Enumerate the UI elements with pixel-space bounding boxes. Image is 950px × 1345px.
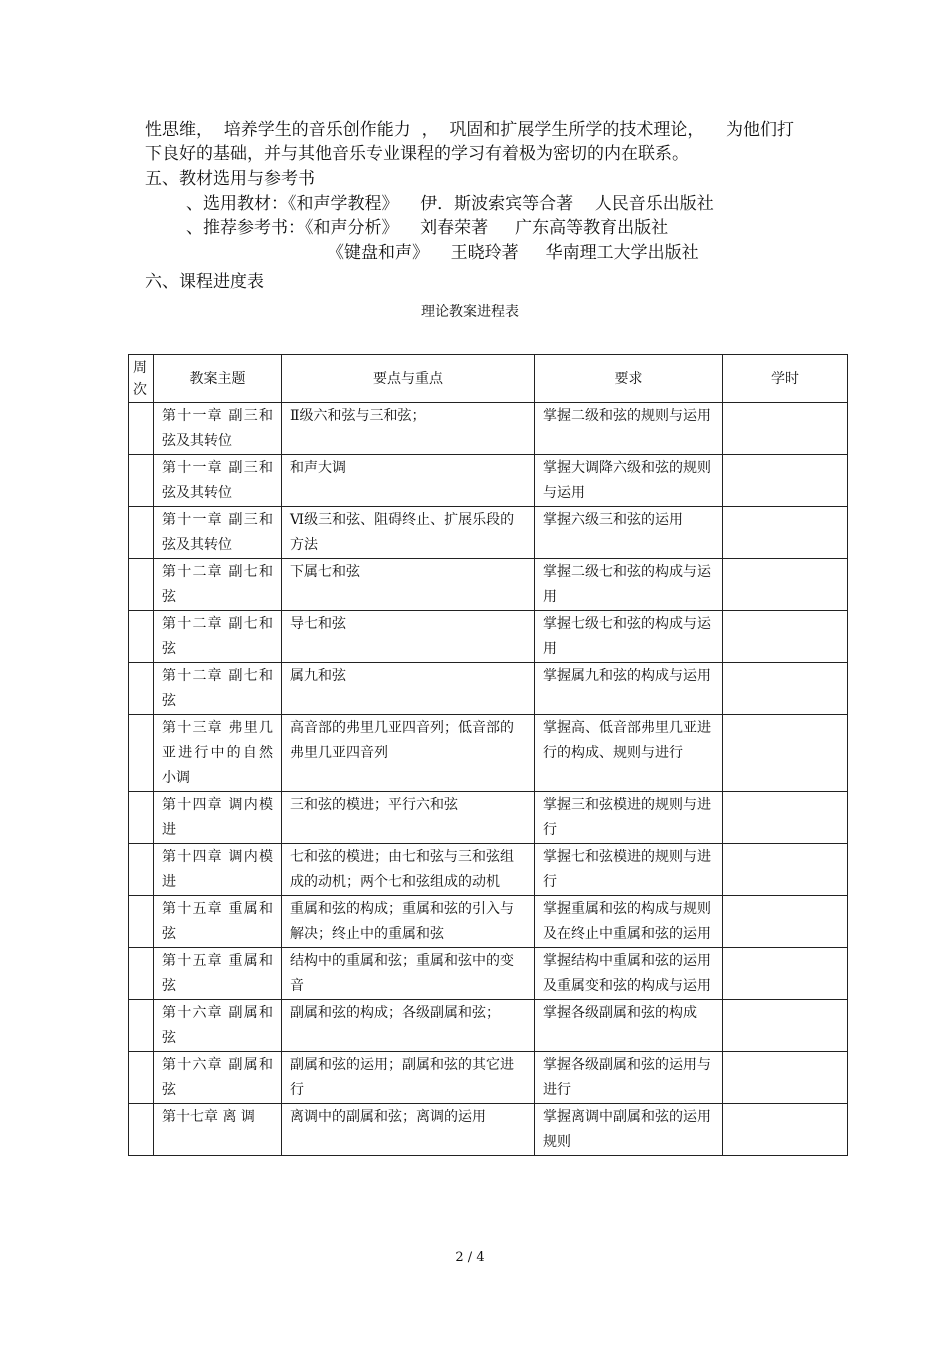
section5-heading: 五、教材选用与参考书: [145, 169, 315, 189]
cell-points: 副属和弦的运用；副属和弦的其它进行: [282, 1052, 535, 1104]
schedule-table: [128, 354, 848, 1156]
table-row: [129, 663, 848, 715]
cell-week: [129, 559, 154, 611]
cell-points: 三和弦的模进；平行六和弦: [282, 792, 535, 844]
cell-topic: 第十二章 副七和弦: [154, 611, 282, 663]
cell-requirement: 掌握高、低音部弗里几亚进行的构成、规则与进行: [535, 715, 723, 792]
cell-points: 属九和弦: [282, 663, 535, 715]
table-row: [129, 611, 848, 663]
cell-topic: 第十一章 副三和弦及其转位: [154, 455, 282, 507]
reference-line-2: 《键盘和声》 王晓玲著 华南理工大学出版社: [327, 243, 699, 263]
cell-requirement: 掌握七级七和弦的构成与运用: [535, 611, 723, 663]
cell-points: 重属和弦的构成；重属和弦的引入与解决；终止中的重属和弦: [282, 896, 535, 948]
table-row: [129, 844, 848, 896]
header-week: 周次: [129, 355, 154, 403]
cell-requirement: 掌握二级七和弦的构成与运用: [535, 559, 723, 611]
table-row: [129, 1104, 848, 1156]
header-hours: 学时: [723, 355, 848, 403]
cell-week: [129, 715, 154, 792]
cell-hours: [723, 663, 848, 715]
cell-week: [129, 1104, 154, 1156]
cell-points: Ⅵ级三和弦、阻碍终止、扩展乐段的方法: [282, 507, 535, 559]
cell-hours: [723, 559, 848, 611]
cell-requirement: 掌握三和弦模进的规则与进行: [535, 792, 723, 844]
cell-points: Ⅱ级六和弦与三和弦；: [282, 403, 535, 455]
table-row: [129, 715, 848, 792]
table-row: [129, 455, 848, 507]
intro-line-2: 下良好的基础，并与其他音乐专业课程的学习有着极为密切的内在联系。: [145, 144, 689, 164]
cell-hours: [723, 792, 848, 844]
cell-topic: 第十五章 重属和弦: [154, 896, 282, 948]
table-row: [129, 896, 848, 948]
table-row: [129, 559, 848, 611]
table-row: [129, 1052, 848, 1104]
cell-topic: 第十二章 副七和弦: [154, 663, 282, 715]
cell-week: [129, 948, 154, 1000]
cell-week: [129, 844, 154, 896]
cell-topic: 第十六章 副属和弦: [154, 1052, 282, 1104]
cell-week: [129, 663, 154, 715]
cell-points: 导七和弦: [282, 611, 535, 663]
cell-topic: 第十四章 调内模进: [154, 792, 282, 844]
intro-line-1: 性思维， 培养学生的音乐创作能力 ， 巩固和扩展学生所学的技术理论， 为他们打: [145, 120, 795, 140]
cell-requirement: 掌握各级副属和弦的运用与进行: [535, 1052, 723, 1104]
cell-hours: [723, 403, 848, 455]
cell-requirement: 掌握大调降六级和弦的规则与运用: [535, 455, 723, 507]
table-row: [129, 1000, 848, 1052]
cell-topic: 第十二章 副七和弦: [154, 559, 282, 611]
table-body: [129, 403, 848, 1156]
page-number: 2 / 4: [455, 1250, 485, 1265]
cell-points: 七和弦的模进；由七和弦与三和弦组成的动机；两个七和弦组成的动机: [282, 844, 535, 896]
cell-hours: [723, 715, 848, 792]
cell-points: 结构中的重属和弦；重属和弦中的变音: [282, 948, 535, 1000]
cell-week: [129, 1052, 154, 1104]
cell-week: [129, 403, 154, 455]
cell-requirement: 掌握六级三和弦的运用: [535, 507, 723, 559]
textbook-line: 、选用教材：《和声学教程》 伊．斯波索宾等合著 人民音乐出版社: [186, 194, 714, 214]
table-row: [129, 948, 848, 1000]
cell-week: [129, 1000, 154, 1052]
cell-hours: [723, 948, 848, 1000]
section6-heading: 六、课程进度表: [145, 272, 264, 292]
table-row: [129, 403, 848, 455]
cell-hours: [723, 1052, 848, 1104]
table-header-row: [129, 355, 848, 403]
cell-points: 副属和弦的构成；各级副属和弦；: [282, 1000, 535, 1052]
cell-requirement: 掌握结构中重属和弦的运用及重属变和弦的构成与运用: [535, 948, 723, 1000]
cell-week: [129, 507, 154, 559]
cell-topic: 第十六章 副属和弦: [154, 1000, 282, 1052]
cell-week: [129, 611, 154, 663]
cell-points: 高音部的弗里几亚四音列；低音部的弗里几亚四音列: [282, 715, 535, 792]
header-requirement: 要求: [535, 355, 723, 403]
cell-topic: 第十一章 副三和弦及其转位: [154, 403, 282, 455]
cell-points: 离调中的副属和弦；离调的运用: [282, 1104, 535, 1156]
cell-topic: 第十一章 副三和弦及其转位: [154, 507, 282, 559]
cell-week: [129, 792, 154, 844]
cell-hours: [723, 844, 848, 896]
cell-points: 和声大调: [282, 455, 535, 507]
cell-requirement: 掌握七和弦模进的规则与进行: [535, 844, 723, 896]
table-caption: 理论教案进程表: [421, 304, 519, 320]
cell-hours: [723, 896, 848, 948]
cell-topic: 第十四章 调内模进: [154, 844, 282, 896]
cell-topic: 第十七章 离 调: [154, 1104, 282, 1156]
cell-week: [129, 455, 154, 507]
cell-week: [129, 896, 154, 948]
reference-line-1: 、推荐参考书：《和声分析》 刘春荣著 广东高等教育出版社: [186, 218, 669, 238]
cell-topic: 第十五章 重属和弦: [154, 948, 282, 1000]
cell-hours: [723, 455, 848, 507]
header-topic: 教案主题: [154, 355, 282, 403]
header-points: 要点与重点: [282, 355, 535, 403]
cell-hours: [723, 1000, 848, 1052]
table-row: [129, 792, 848, 844]
cell-hours: [723, 507, 848, 559]
cell-requirement: 掌握重属和弦的构成与规则及在终止中重属和弦的运用: [535, 896, 723, 948]
cell-requirement: 掌握离调中副属和弦的运用规则: [535, 1104, 723, 1156]
cell-topic: 第十三章 弗里几亚进行中的自然小调: [154, 715, 282, 792]
cell-requirement: 掌握二级和弦的规则与运用: [535, 403, 723, 455]
table-row: [129, 507, 848, 559]
cell-hours: [723, 1104, 848, 1156]
cell-hours: [723, 611, 848, 663]
cell-requirement: 掌握各级副属和弦的构成: [535, 1000, 723, 1052]
cell-requirement: 掌握属九和弦的构成与运用: [535, 663, 723, 715]
cell-points: 下属七和弦: [282, 559, 535, 611]
